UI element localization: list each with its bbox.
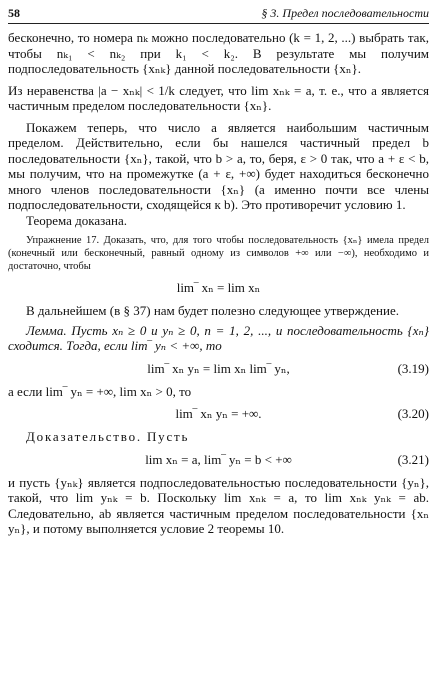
- book-page: [8, 6, 429, 537]
- paragraph-6: а если lim‾ yₙ = +∞, lim xₙ > 0, то: [8, 383, 192, 399]
- equation-3-19-text: lim‾ xₙ yₙ = lim xₙ lim‾ yₙ,: [147, 360, 290, 376]
- equation-3-21: [8, 451, 429, 469]
- paragraph-2: Из неравенства |a − xₙₖ| < 1/k следует, что lim xₙₖ = a, т. е., что a является частичным пределом последовательности {xₙ}.: [8, 82, 429, 113]
- exercise-formula: [8, 279, 429, 297]
- equation-3-21-number: (3.21): [397, 451, 429, 467]
- proof-heading: Доказательство. Пусть: [26, 429, 190, 444]
- paragraph-1: бесконечно, то номера nₖ можно последовательно (k = 1, 2, ...) выбрать так, чтобы nₖ₁ < nₖ₂ при k₁ < k₂. В результате мы получим подпоследовательность {xₙₖ} данной последовательности {xₙ}.: [8, 30, 429, 76]
- page-number: 58: [8, 6, 20, 20]
- equation-3-20: [8, 405, 429, 423]
- exercise-formula-text: lim‾ xₙ = lim xₙ: [176, 280, 261, 295]
- exercise-17: Упражнение 17. Доказать, что, для того чтобы последовательность {xₙ} имела предел (конечный или бесконечный, равный одному из символов +∞ или −∞), необходимо и достаточно, чтобы: [8, 235, 429, 272]
- equation-3-20-text: lim‾ xₙ yₙ = +∞.: [175, 406, 262, 421]
- equation-3-21-text: lim xₙ = a, lim‾ yₙ = b < +∞: [145, 451, 292, 467]
- page-header: [8, 6, 429, 24]
- equation-3-19: [8, 360, 429, 378]
- theorem-proved-line: Теорема доказана.: [26, 212, 128, 228]
- equation-3-20-number: (3.20): [397, 406, 429, 421]
- running-title: § 3. Предел последовательности: [261, 6, 429, 20]
- paragraph-7: и пусть {yₙₖ} является подпоследовательностью последовательности {yₙ}, такой, что lim yₙₖ = b. Поскольку lim xₙₖ = a, то lim xₙₖ yₙₖ = ab. Следовательно, ab является частичным пределом последовательности {xₙ yₙ}, и потому выполняется условие 2 теоремы 10.: [8, 474, 429, 536]
- paragraph-5: В дальнейшем (в § 37) нам будет полезно следующее утверждение.: [26, 303, 399, 318]
- paragraph-3: Покажем теперь, что число a является наибольшим частичным пределом. Действительно, если бы нашелся частичный предел b последовательности {xₙ}, такой, что b > a, то, беря, ε > 0 так, что a + ε < b, мы получим, что на промежутке (a + ε, +∞) будет находиться бесконечно много членов последовательности {xₙ} (а именно почти все члены подпоследовательности, сходящейся к b). Это противоречит условию 1.: [8, 119, 429, 212]
- lemma: Лемма. Пусть xₙ ≥ 0 и yₙ ≥ 0, n = 1, 2, ..., и последовательность {xₙ} сходится. Тогда, если lim‾ yₙ < +∞, то: [8, 322, 429, 353]
- equation-3-19-number: (3.19): [397, 360, 429, 376]
